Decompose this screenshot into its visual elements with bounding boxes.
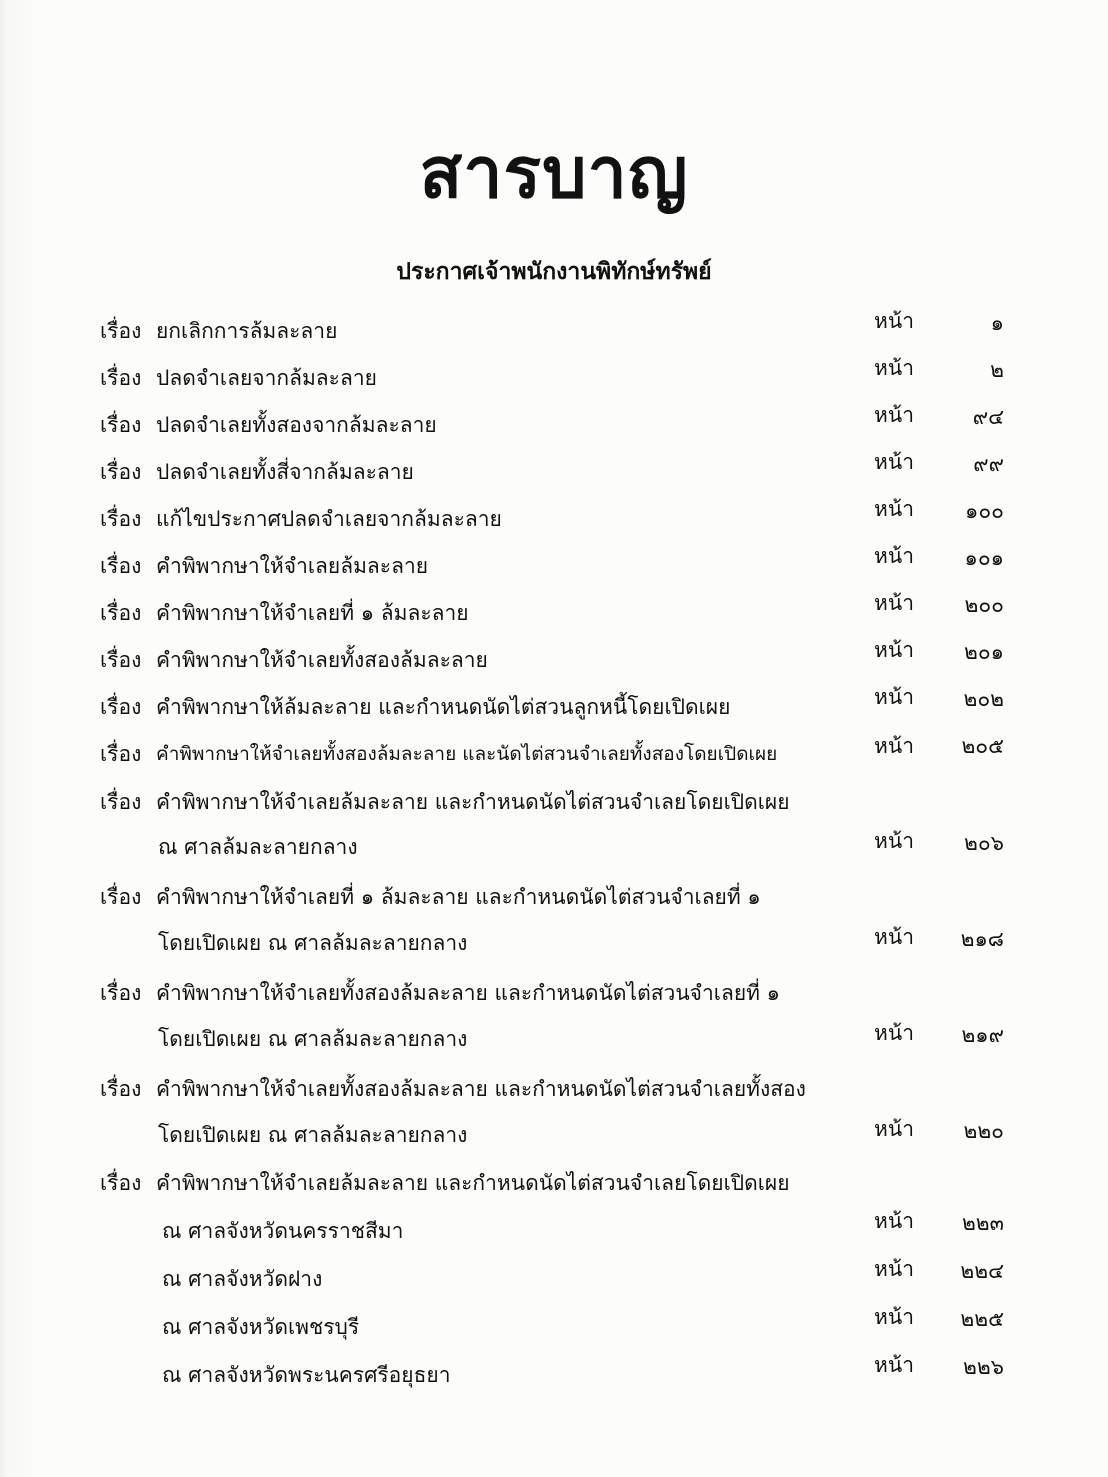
page-label: หน้า <box>874 591 914 615</box>
page-number: ๒๐๒ <box>963 687 1004 711</box>
page-label: หน้า <box>874 309 914 333</box>
court-subentry <box>0 1254 1108 1298</box>
page-number: ๒๐๕ <box>961 734 1004 758</box>
entry-title: คำพิพากษาให้จำเลยทั้งสองล้มละลาย <box>156 648 488 672</box>
toc-entry <box>0 494 1108 538</box>
subject-label: เรื่อง <box>100 695 142 719</box>
entry-title: คำพิพากษาให้จำเลยทั้งสองล้มละลาย และนัดไต่สวนจำเลยทั้งสองโดยเปิดเผย <box>156 743 778 765</box>
subject-label: เรื่อง <box>100 885 142 909</box>
page-number: ๙๔ <box>972 405 1004 429</box>
subject-label: เรื่อง <box>100 554 142 578</box>
toc-entry-continuation <box>0 1014 1108 1058</box>
subject-label: เรื่อง <box>100 601 142 625</box>
page-label: หน้า <box>874 450 914 474</box>
subject-label: เรื่อง <box>100 319 142 343</box>
entry-title: ยกเลิกการล้มละลาย <box>156 319 338 343</box>
entry-title-continuation: โดยเปิดเผย ณ ศาลล้มละลายกลาง <box>158 931 468 955</box>
entry-title: คำพิพากษาให้จำเลยล้มละลาย <box>156 554 429 578</box>
page-label: หน้า <box>874 403 914 427</box>
subject-label: เรื่อง <box>100 366 142 390</box>
page-label: หน้า <box>874 1305 914 1329</box>
entry-title: คำพิพากษาให้ล้มละลาย และกำหนดนัดไต่สวนลูกหนี้โดยเปิดเผย <box>156 695 731 719</box>
page-number: ๑ <box>990 311 1004 335</box>
page-title: สารบาญ <box>419 132 689 214</box>
toc-entry <box>0 777 1108 821</box>
page-number: ๒๒๖ <box>962 1355 1004 1379</box>
page-number: ๒๒๓ <box>961 1211 1004 1235</box>
entry-title: คำพิพากษาให้จำเลยทั้งสองล้มละลาย และกำหนดนัดไต่สวนจำเลยที่ ๑ <box>156 981 780 1005</box>
court-name: ณ ศาลจังหวัดฝาง <box>162 1267 323 1291</box>
toc-entry <box>0 635 1108 679</box>
toc-entry <box>0 1064 1108 1108</box>
toc-entry <box>0 306 1108 350</box>
entry-title: คำพิพากษาให้จำเลยล้มละลาย และกำหนดนัดไต่สวนจำเลยโดยเปิดเผย <box>156 1171 790 1195</box>
toc-entry-continuation <box>0 822 1108 866</box>
subject-label: เรื่อง <box>100 507 142 531</box>
entry-title: คำพิพากษาให้จำเลยล้มละลาย และกำหนดนัดไต่สวนจำเลยโดยเปิดเผย <box>156 790 790 814</box>
page-number: ๒๐๐ <box>964 593 1004 617</box>
page-number: ๒๒๐ <box>963 1119 1004 1143</box>
page-label: หน้า <box>874 734 914 758</box>
subject-label: เรื่อง <box>100 460 142 484</box>
page-number: ๒๒๔ <box>960 1259 1004 1283</box>
court-name: ณ ศาลจังหวัดนครราชสีมา <box>162 1219 404 1243</box>
court-subentry <box>0 1206 1108 1250</box>
court-name: ณ ศาลจังหวัดพระนครศรีอยุธยา <box>162 1363 451 1387</box>
court-name: ณ ศาลจังหวัดเพชรบุรี <box>162 1315 360 1339</box>
page-label: หน้า <box>874 1209 914 1233</box>
subject-label: เรื่อง <box>100 1077 142 1101</box>
subject-label: เรื่อง <box>100 790 142 814</box>
page-number: ๑๐๑ <box>964 546 1004 570</box>
subject-label: เรื่อง <box>100 648 142 672</box>
toc-entry-continuation <box>0 918 1108 962</box>
entry-title: คำพิพากษาให้จำเลยที่ ๑ ล้มละลาย และกำหนดนัดไต่สวนจำเลยที่ ๑ <box>156 885 761 909</box>
page-number: ๙๙ <box>973 452 1004 476</box>
section-heading: ประกาศเจ้าพนักงานพิทักษ์ทรัพย์ <box>396 258 712 285</box>
page-label: หน้า <box>874 829 914 853</box>
entry-title: แก้ไขประกาศปลดจำเลยจากล้มละลาย <box>156 507 502 531</box>
court-subentry <box>0 1350 1108 1394</box>
entry-title: ปลดจำเลยจากล้มละลาย <box>156 366 377 390</box>
page-label: หน้า <box>874 685 914 709</box>
subject-label: เรื่อง <box>100 742 142 766</box>
page-label: หน้า <box>874 497 914 521</box>
toc-entry <box>0 968 1108 1012</box>
entry-title: ปลดจำเลยทั้งสี่จากล้มละลาย <box>156 460 414 484</box>
page-number: ๒๑๙ <box>961 1023 1004 1047</box>
subject-label: เรื่อง <box>100 413 142 437</box>
page-label: หน้า <box>874 544 914 568</box>
toc-entry <box>0 588 1108 632</box>
toc-entry <box>0 729 1108 773</box>
page-label: หน้า <box>874 1353 914 1377</box>
page-label: หน้า <box>874 1021 914 1045</box>
subject-label: เรื่อง <box>100 1171 142 1195</box>
page-number: ๒ <box>990 358 1004 382</box>
toc-entry <box>0 400 1108 444</box>
toc-entry <box>0 1158 1108 1202</box>
page-number: ๑๐๐ <box>965 499 1004 523</box>
toc-entry <box>0 447 1108 491</box>
entry-title-continuation: โดยเปิดเผย ณ ศาลล้มละลายกลาง <box>158 1027 468 1051</box>
entry-title-continuation: โดยเปิดเผย ณ ศาลล้มละลายกลาง <box>158 1123 468 1147</box>
entry-title: คำพิพากษาให้จำเลยที่ ๑ ล้มละลาย <box>156 601 469 625</box>
page-label: หน้า <box>874 925 914 949</box>
toc-entry <box>0 541 1108 585</box>
page-label: หน้า <box>874 638 914 662</box>
court-subentry <box>0 1302 1108 1346</box>
toc-entry <box>0 353 1108 397</box>
page-number: ๒๑๘ <box>960 927 1004 951</box>
entry-title-continuation: ณ ศาลล้มละลายกลาง <box>158 835 358 859</box>
toc-entry <box>0 682 1108 726</box>
page-label: หน้า <box>874 356 914 380</box>
subject-label: เรื่อง <box>100 981 142 1005</box>
page-label: หน้า <box>874 1117 914 1141</box>
page-number: ๒๐๖ <box>964 831 1004 855</box>
page-number: ๒๒๕ <box>960 1307 1004 1331</box>
page-number: ๒๐๑ <box>964 640 1004 664</box>
entry-title: ปลดจำเลยทั้งสองจากล้มละลาย <box>156 413 437 437</box>
page-label: หน้า <box>874 1257 914 1281</box>
toc-entry-continuation <box>0 1110 1108 1154</box>
toc-entry <box>0 872 1108 916</box>
entry-title: คำพิพากษาให้จำเลยทั้งสองล้มละลาย และกำหนดนัดไต่สวนจำเลยทั้งสอง <box>156 1077 806 1101</box>
